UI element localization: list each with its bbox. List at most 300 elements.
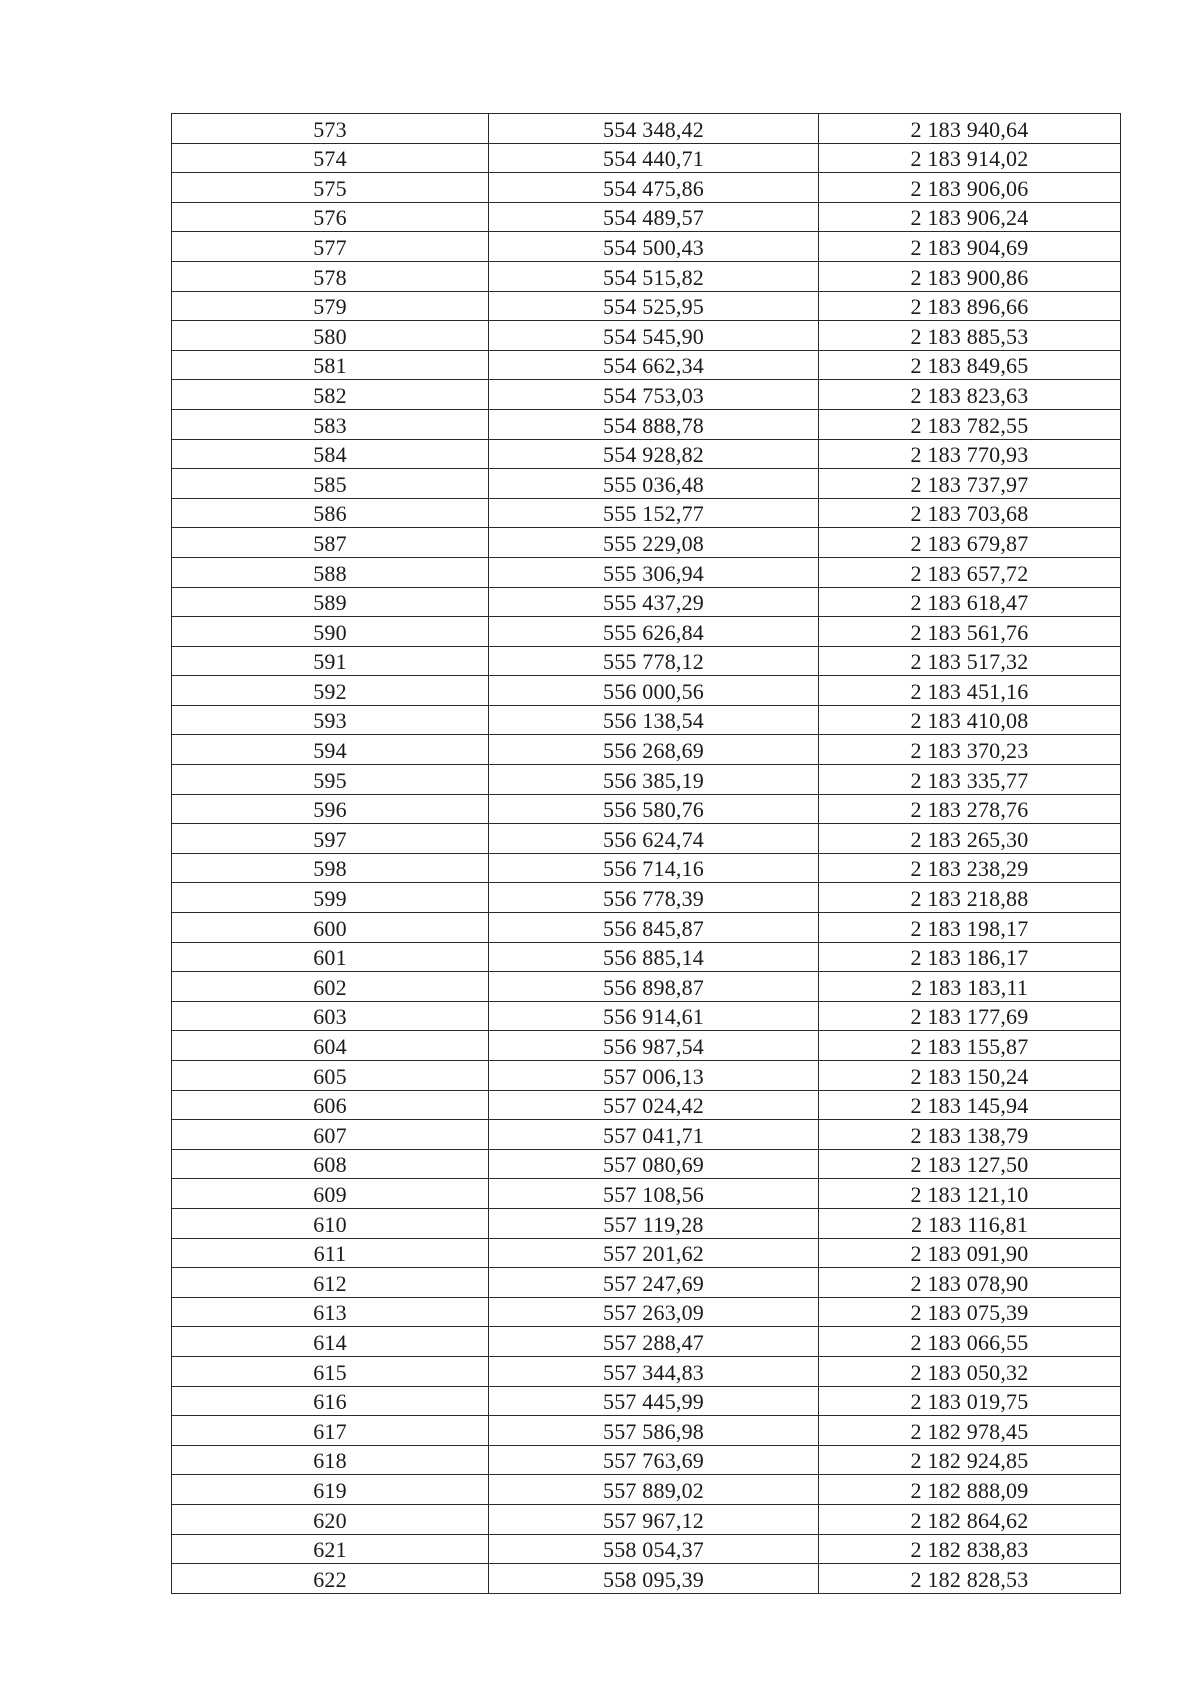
point-number-text: 604	[313, 1034, 347, 1059]
point-number-text: 610	[313, 1211, 347, 1237]
table-row	[172, 1090, 1121, 1120]
y-coordinate-text: 2 183 186,17	[910, 945, 1029, 971]
point-number-cell	[172, 765, 489, 795]
x-coordinate-cell	[489, 646, 819, 676]
point-number-cell	[172, 1001, 489, 1031]
y-coordinate-cell	[819, 765, 1121, 795]
x-coordinate-cell	[489, 1564, 819, 1594]
x-coordinate-cell	[489, 1327, 819, 1357]
y-coordinate-text: 2 183 116,81	[910, 1211, 1029, 1237]
x-coordinate-text: 558 054,37	[603, 1537, 704, 1563]
y-coordinate-cell	[819, 676, 1121, 706]
point-number-text: 589	[313, 590, 347, 616]
x-coordinate-cell	[489, 498, 819, 528]
x-coordinate-cell	[489, 202, 819, 232]
table-row	[172, 1475, 1121, 1505]
y-coordinate-text: 2 183 737,97	[910, 471, 1029, 497]
table-row	[172, 824, 1121, 854]
y-coordinate-cell	[819, 1031, 1121, 1061]
table-row	[172, 143, 1121, 173]
y-coordinate-text: 2 183 238,29	[910, 856, 1029, 882]
y-coordinate-cell	[819, 794, 1121, 824]
table-row	[172, 202, 1121, 232]
x-coordinate-text: 558 095,39	[603, 1566, 704, 1592]
point-number-text: 592	[313, 678, 347, 704]
x-coordinate-text: 556 987,54	[603, 1034, 704, 1059]
y-coordinate-cell	[819, 114, 1121, 144]
table-row	[172, 528, 1121, 558]
y-coordinate-cell	[819, 913, 1121, 943]
x-coordinate-text: 556 845,87	[603, 915, 704, 941]
y-coordinate-text: 2 183 370,23	[910, 738, 1029, 764]
x-coordinate-cell	[489, 1475, 819, 1505]
y-coordinate-cell	[819, 824, 1121, 854]
table-row	[172, 587, 1121, 617]
x-coordinate-cell	[489, 114, 819, 144]
point-number-text: 590	[313, 619, 347, 645]
x-coordinate-text: 554 348,42	[603, 116, 704, 142]
y-coordinate-cell	[819, 646, 1121, 676]
x-coordinate-text: 557 344,83	[603, 1359, 704, 1385]
y-coordinate-cell	[819, 1534, 1121, 1564]
point-number-cell	[172, 1031, 489, 1061]
point-number-cell	[172, 587, 489, 617]
y-coordinate-text: 2 183 849,65	[910, 353, 1029, 379]
x-coordinate-text: 555 626,84	[603, 619, 704, 645]
x-coordinate-cell	[489, 1149, 819, 1179]
point-number-text: 576	[313, 205, 347, 231]
x-coordinate-cell	[489, 1001, 819, 1031]
y-coordinate-cell	[819, 261, 1121, 291]
x-coordinate-cell	[489, 824, 819, 854]
x-coordinate-cell	[489, 587, 819, 617]
y-coordinate-text: 2 183 150,24	[910, 1063, 1029, 1089]
table-row	[172, 765, 1121, 795]
x-coordinate-text: 557 763,69	[603, 1448, 704, 1474]
point-number-cell	[172, 1534, 489, 1564]
table-row	[172, 173, 1121, 203]
point-number-cell	[172, 824, 489, 854]
point-number-text: 609	[313, 1181, 347, 1207]
x-coordinate-cell	[489, 705, 819, 735]
table-row	[172, 1179, 1121, 1209]
point-number-text: 585	[313, 471, 347, 497]
x-coordinate-text: 554 440,71	[603, 146, 704, 172]
y-coordinate-cell	[819, 409, 1121, 439]
x-coordinate-text: 555 229,08	[603, 530, 704, 556]
table-row	[172, 1297, 1121, 1327]
x-coordinate-text: 557 586,98	[603, 1418, 704, 1444]
y-coordinate-text: 2 183 066,55	[910, 1329, 1029, 1355]
y-coordinate-text: 2 183 177,69	[910, 1004, 1029, 1030]
y-coordinate-text: 2 183 335,77	[910, 767, 1029, 793]
point-number-text: 605	[313, 1063, 347, 1089]
point-number-cell	[172, 1120, 489, 1150]
y-coordinate-cell	[819, 1238, 1121, 1268]
point-number-text: 621	[313, 1537, 347, 1563]
point-number-cell	[172, 528, 489, 558]
point-number-text: 619	[313, 1477, 347, 1503]
point-number-cell	[172, 676, 489, 706]
point-number-text: 580	[313, 323, 347, 349]
point-number-text: 575	[313, 175, 347, 201]
x-coordinate-cell	[489, 469, 819, 499]
point-number-cell	[172, 705, 489, 735]
x-coordinate-cell	[489, 1238, 819, 1268]
y-coordinate-cell	[819, 1090, 1121, 1120]
point-number-text: 617	[313, 1418, 347, 1444]
table-row	[172, 350, 1121, 380]
x-coordinate-text: 555 152,77	[603, 501, 704, 527]
point-number-cell	[172, 1356, 489, 1386]
table-row	[172, 114, 1121, 144]
y-coordinate-cell	[819, 173, 1121, 203]
table-row	[172, 853, 1121, 883]
y-coordinate-text: 2 183 078,90	[910, 1270, 1029, 1296]
x-coordinate-cell	[489, 143, 819, 173]
x-coordinate-text: 556 714,16	[603, 856, 704, 882]
x-coordinate-cell	[489, 1386, 819, 1416]
x-coordinate-text: 555 306,94	[603, 560, 704, 586]
y-coordinate-text: 2 183 782,55	[910, 412, 1029, 438]
table-row	[172, 1416, 1121, 1446]
x-coordinate-cell	[489, 676, 819, 706]
y-coordinate-text: 2 183 906,06	[910, 175, 1029, 201]
point-number-text: 613	[313, 1300, 347, 1326]
point-number-text: 601	[313, 945, 347, 971]
x-coordinate-cell	[489, 883, 819, 913]
point-number-text: 602	[313, 974, 347, 1000]
x-coordinate-cell	[489, 321, 819, 351]
point-number-text: 593	[313, 708, 347, 734]
x-coordinate-cell	[489, 1120, 819, 1150]
point-number-cell	[172, 321, 489, 351]
point-number-text: 573	[313, 116, 347, 142]
y-coordinate-cell	[819, 232, 1121, 262]
point-number-cell	[172, 1061, 489, 1091]
point-number-cell	[172, 350, 489, 380]
table-row	[172, 1208, 1121, 1238]
x-coordinate-text: 555 036,48	[603, 471, 704, 497]
table-row	[172, 469, 1121, 499]
y-coordinate-text: 2 183 138,79	[910, 1122, 1029, 1148]
y-coordinate-text: 2 183 075,39	[910, 1300, 1029, 1326]
table-row	[172, 1327, 1121, 1357]
point-number-cell	[172, 617, 489, 647]
point-number-text: 596	[313, 797, 347, 823]
y-coordinate-cell	[819, 557, 1121, 587]
x-coordinate-cell	[489, 853, 819, 883]
x-coordinate-text: 557 006,13	[603, 1063, 704, 1089]
x-coordinate-text: 557 201,62	[603, 1241, 704, 1267]
y-coordinate-text: 2 183 019,75	[910, 1389, 1029, 1415]
coordinates-table-body	[172, 114, 1121, 1594]
x-coordinate-text: 556 385,19	[603, 767, 704, 793]
table-row	[172, 676, 1121, 706]
point-number-cell	[172, 380, 489, 410]
x-coordinate-cell	[489, 1445, 819, 1475]
y-coordinate-text: 2 183 198,17	[910, 915, 1029, 941]
y-coordinate-cell	[819, 291, 1121, 321]
point-number-text: 614	[313, 1329, 347, 1355]
x-coordinate-text: 556 000,56	[603, 678, 704, 704]
point-number-cell	[172, 913, 489, 943]
y-coordinate-text: 2 183 121,10	[910, 1181, 1029, 1207]
x-coordinate-cell	[489, 1179, 819, 1209]
y-coordinate-text: 2 183 657,72	[910, 560, 1029, 586]
point-number-text: 622	[313, 1566, 347, 1592]
x-coordinate-text: 557 080,69	[603, 1152, 704, 1178]
y-coordinate-cell	[819, 1475, 1121, 1505]
coordinates-table	[171, 113, 1121, 1594]
x-coordinate-cell	[489, 1297, 819, 1327]
y-coordinate-cell	[819, 735, 1121, 765]
point-number-cell	[172, 1238, 489, 1268]
table-row	[172, 1445, 1121, 1475]
point-number-cell	[172, 291, 489, 321]
point-number-text: 577	[313, 234, 347, 260]
table-row	[172, 321, 1121, 351]
x-coordinate-text: 555 437,29	[603, 590, 704, 616]
y-coordinate-text: 2 182 828,53	[910, 1566, 1029, 1592]
x-coordinate-text: 557 247,69	[603, 1270, 704, 1296]
table-row	[172, 1149, 1121, 1179]
y-coordinate-text: 2 182 888,09	[910, 1477, 1029, 1503]
point-number-text: 603	[313, 1004, 347, 1030]
y-coordinate-text: 2 183 561,76	[910, 619, 1029, 645]
y-coordinate-cell	[819, 883, 1121, 913]
table-row	[172, 1564, 1121, 1594]
x-coordinate-text: 554 545,90	[603, 323, 704, 349]
table-row	[172, 1268, 1121, 1298]
point-number-text: 598	[313, 856, 347, 882]
x-coordinate-text: 557 263,09	[603, 1300, 704, 1326]
x-coordinate-text: 554 753,03	[603, 382, 704, 408]
x-coordinate-text: 554 928,82	[603, 442, 704, 468]
point-number-text: 615	[313, 1359, 347, 1385]
y-coordinate-text: 2 183 906,24	[910, 205, 1029, 231]
table-row	[172, 942, 1121, 972]
y-coordinate-cell	[819, 439, 1121, 469]
point-number-cell	[172, 972, 489, 1002]
point-number-cell	[172, 469, 489, 499]
x-coordinate-cell	[489, 439, 819, 469]
table-row	[172, 439, 1121, 469]
x-coordinate-cell	[489, 557, 819, 587]
y-coordinate-cell	[819, 1356, 1121, 1386]
y-coordinate-cell	[819, 1416, 1121, 1446]
x-coordinate-cell	[489, 1416, 819, 1446]
point-number-text: 618	[313, 1448, 347, 1474]
table-row	[172, 1534, 1121, 1564]
point-number-cell	[172, 883, 489, 913]
y-coordinate-cell	[819, 1445, 1121, 1475]
x-coordinate-cell	[489, 350, 819, 380]
point-number-cell	[172, 1504, 489, 1534]
point-number-cell	[172, 1327, 489, 1357]
point-number-cell	[172, 1208, 489, 1238]
x-coordinate-cell	[489, 232, 819, 262]
y-coordinate-text: 2 183 050,32	[910, 1359, 1029, 1385]
point-number-cell	[172, 232, 489, 262]
point-number-text: 587	[313, 530, 347, 556]
y-coordinate-text: 2 183 770,93	[910, 442, 1029, 468]
y-coordinate-cell	[819, 705, 1121, 735]
point-number-text: 611	[313, 1241, 347, 1267]
y-coordinate-text: 2 183 896,66	[910, 294, 1029, 320]
y-coordinate-cell	[819, 1268, 1121, 1298]
table-row	[172, 557, 1121, 587]
x-coordinate-text: 556 580,76	[603, 797, 704, 823]
point-number-cell	[172, 1416, 489, 1446]
point-number-text: 600	[313, 915, 347, 941]
point-number-cell	[172, 143, 489, 173]
x-coordinate-cell	[489, 291, 819, 321]
point-number-text: 616	[313, 1389, 347, 1415]
y-coordinate-text: 2 183 823,63	[910, 382, 1029, 408]
y-coordinate-cell	[819, 469, 1121, 499]
x-coordinate-cell	[489, 765, 819, 795]
point-number-text: 591	[313, 649, 347, 675]
table-row	[172, 1120, 1121, 1150]
point-number-text: 595	[313, 767, 347, 793]
point-number-text: 582	[313, 382, 347, 408]
x-coordinate-cell	[489, 1356, 819, 1386]
table-row	[172, 883, 1121, 913]
x-coordinate-text: 557 445,99	[603, 1389, 704, 1415]
x-coordinate-text: 557 024,42	[603, 1093, 704, 1119]
y-coordinate-cell	[819, 942, 1121, 972]
x-coordinate-cell	[489, 1268, 819, 1298]
point-number-cell	[172, 439, 489, 469]
y-coordinate-text: 2 183 885,53	[910, 323, 1029, 349]
x-coordinate-cell	[489, 380, 819, 410]
x-coordinate-text: 554 888,78	[603, 412, 704, 438]
x-coordinate-cell	[489, 261, 819, 291]
y-coordinate-cell	[819, 1208, 1121, 1238]
x-coordinate-text: 557 119,28	[603, 1211, 704, 1237]
table-row	[172, 380, 1121, 410]
point-number-cell	[172, 794, 489, 824]
x-coordinate-cell	[489, 972, 819, 1002]
x-coordinate-text: 554 500,43	[603, 234, 704, 260]
table-row	[172, 232, 1121, 262]
y-coordinate-cell	[819, 1504, 1121, 1534]
table-row	[172, 1031, 1121, 1061]
x-coordinate-text: 555 778,12	[603, 649, 704, 675]
point-number-cell	[172, 942, 489, 972]
point-number-text: 599	[313, 886, 347, 912]
x-coordinate-cell	[489, 409, 819, 439]
x-coordinate-cell	[489, 735, 819, 765]
table-row	[172, 646, 1121, 676]
y-coordinate-text: 2 183 265,30	[910, 826, 1029, 852]
y-coordinate-text: 2 182 838,83	[910, 1537, 1029, 1563]
y-coordinate-cell	[819, 202, 1121, 232]
point-number-cell	[172, 1386, 489, 1416]
y-coordinate-text: 2 183 183,11	[910, 974, 1029, 1000]
point-number-text: 581	[313, 353, 347, 379]
y-coordinate-cell	[819, 1564, 1121, 1594]
point-number-text: 586	[313, 501, 347, 527]
x-coordinate-text: 556 898,87	[603, 974, 704, 1000]
table-row	[172, 291, 1121, 321]
y-coordinate-cell	[819, 1061, 1121, 1091]
point-number-text: 620	[313, 1507, 347, 1533]
point-number-cell	[172, 1179, 489, 1209]
x-coordinate-text: 556 268,69	[603, 738, 704, 764]
point-number-text: 584	[313, 442, 347, 468]
point-number-text: 588	[313, 560, 347, 586]
point-number-cell	[172, 1090, 489, 1120]
y-coordinate-cell	[819, 1386, 1121, 1416]
x-coordinate-cell	[489, 1208, 819, 1238]
table-row	[172, 1061, 1121, 1091]
point-number-text: 612	[313, 1270, 347, 1296]
point-number-cell	[172, 1564, 489, 1594]
x-coordinate-text: 557 288,47	[603, 1329, 704, 1355]
x-coordinate-cell	[489, 1090, 819, 1120]
point-number-cell	[172, 1297, 489, 1327]
y-coordinate-text: 2 183 091,90	[910, 1241, 1029, 1267]
y-coordinate-text: 2 183 904,69	[910, 234, 1029, 260]
y-coordinate-cell	[819, 617, 1121, 647]
table-row	[172, 1356, 1121, 1386]
x-coordinate-cell	[489, 528, 819, 558]
x-coordinate-text: 556 624,74	[603, 826, 704, 852]
y-coordinate-cell	[819, 380, 1121, 410]
point-number-cell	[172, 261, 489, 291]
y-coordinate-text: 2 183 900,86	[910, 264, 1029, 290]
y-coordinate-text: 2 183 451,16	[910, 678, 1029, 704]
x-coordinate-text: 557 967,12	[603, 1507, 704, 1533]
y-coordinate-cell	[819, 587, 1121, 617]
point-number-cell	[172, 173, 489, 203]
y-coordinate-text: 2 183 127,50	[910, 1152, 1029, 1178]
y-coordinate-cell	[819, 143, 1121, 173]
point-number-cell	[172, 735, 489, 765]
x-coordinate-cell	[489, 1504, 819, 1534]
y-coordinate-cell	[819, 528, 1121, 558]
y-coordinate-text: 2 183 679,87	[910, 530, 1029, 556]
point-number-text: 597	[313, 826, 347, 852]
table-row	[172, 794, 1121, 824]
table-row	[172, 1386, 1121, 1416]
point-number-cell	[172, 853, 489, 883]
point-number-text: 583	[313, 412, 347, 438]
point-number-text: 606	[313, 1093, 347, 1119]
point-number-text: 607	[313, 1122, 347, 1148]
x-coordinate-text: 554 475,86	[603, 175, 704, 201]
y-coordinate-cell	[819, 1327, 1121, 1357]
x-coordinate-cell	[489, 617, 819, 647]
y-coordinate-cell	[819, 1120, 1121, 1150]
point-number-cell	[172, 1149, 489, 1179]
x-coordinate-text: 556 778,39	[603, 886, 704, 912]
point-number-text: 574	[313, 146, 347, 172]
point-number-cell	[172, 1475, 489, 1505]
y-coordinate-cell	[819, 321, 1121, 351]
y-coordinate-cell	[819, 1179, 1121, 1209]
y-coordinate-text: 2 183 278,76	[910, 797, 1029, 823]
y-coordinate-text: 2 183 618,47	[910, 590, 1029, 616]
point-number-cell	[172, 202, 489, 232]
x-coordinate-text: 556 885,14	[603, 945, 704, 971]
x-coordinate-cell	[489, 1534, 819, 1564]
x-coordinate-text: 557 108,56	[603, 1181, 704, 1207]
y-coordinate-cell	[819, 350, 1121, 380]
y-coordinate-cell	[819, 972, 1121, 1002]
